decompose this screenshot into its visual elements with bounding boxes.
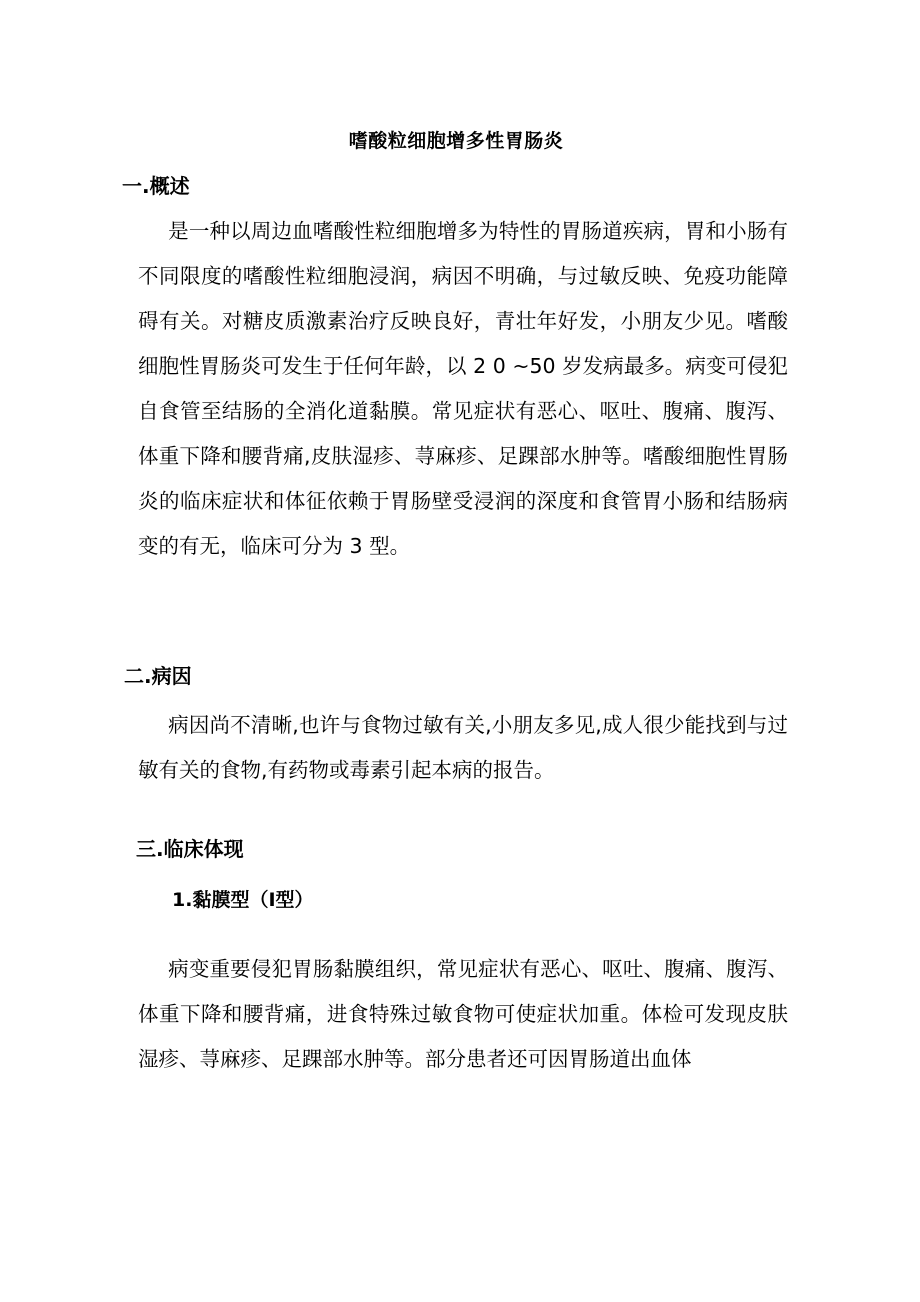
subheading-mucosal-type: 1.黏膜型（Ⅰ型）	[172, 889, 314, 911]
section-heading-etiology: 二.病因	[124, 664, 192, 688]
paragraph-mucosal-type-text: 病变重要侵犯胃肠黏膜组织，常见症状有恶心、呕吐、腹痛、腹泻、体重下降和腰背痛，进食特殊过敏食物可使症状加重。体检可发现皮肤湿疹、荨麻疹、足踝部水肿等。部分患者还可因胃肠道出血体	[138, 957, 788, 1071]
section-heading-clinical: 三.临床体现	[136, 837, 244, 861]
document-title: 嗜酸粒细胞增多性胃肠炎	[348, 130, 564, 152]
paragraph-etiology-text: 病因尚不清晰,也许与食物过敏有关,小朋友多见,成人很少能找到与过敏有关的食物,有药物或毒素引起本病的报告。	[138, 713, 788, 782]
paragraph-overview-text: 是一种以周边血嗜酸性粒细胞增多为特性的胃肠道疾病，胃和小肠有不同限度的嗜酸性粒细胞浸润，病因不明确，与过敏反映、免疫功能障碍有关。对糖皮质激素治疗反映良好，青壮年好发，小朋友少见。嗜酸细胞性胃肠炎可发生于任何年龄，以 2 0 ~50 岁发病最多。病变可侵犯自食管至结肠的全消化道黏膜。常见症状有恶心、呕吐、腹痛、腹泻、体重下降和腰背痛,皮肤湿疹、荨麻疹、足踝部水肿等。嗜酸细胞性胃肠炎的临床症状和体征依赖于胃肠壁受浸润的深度和食管胃小肠和结肠病变的有无，临床可分为 3 型。	[138, 219, 788, 558]
paragraph-overview	[138, 209, 788, 569]
paragraph-etiology	[138, 703, 788, 793]
section-heading-overview: 一.概述	[122, 174, 190, 198]
paragraph-mucosal-type	[138, 947, 788, 1082]
